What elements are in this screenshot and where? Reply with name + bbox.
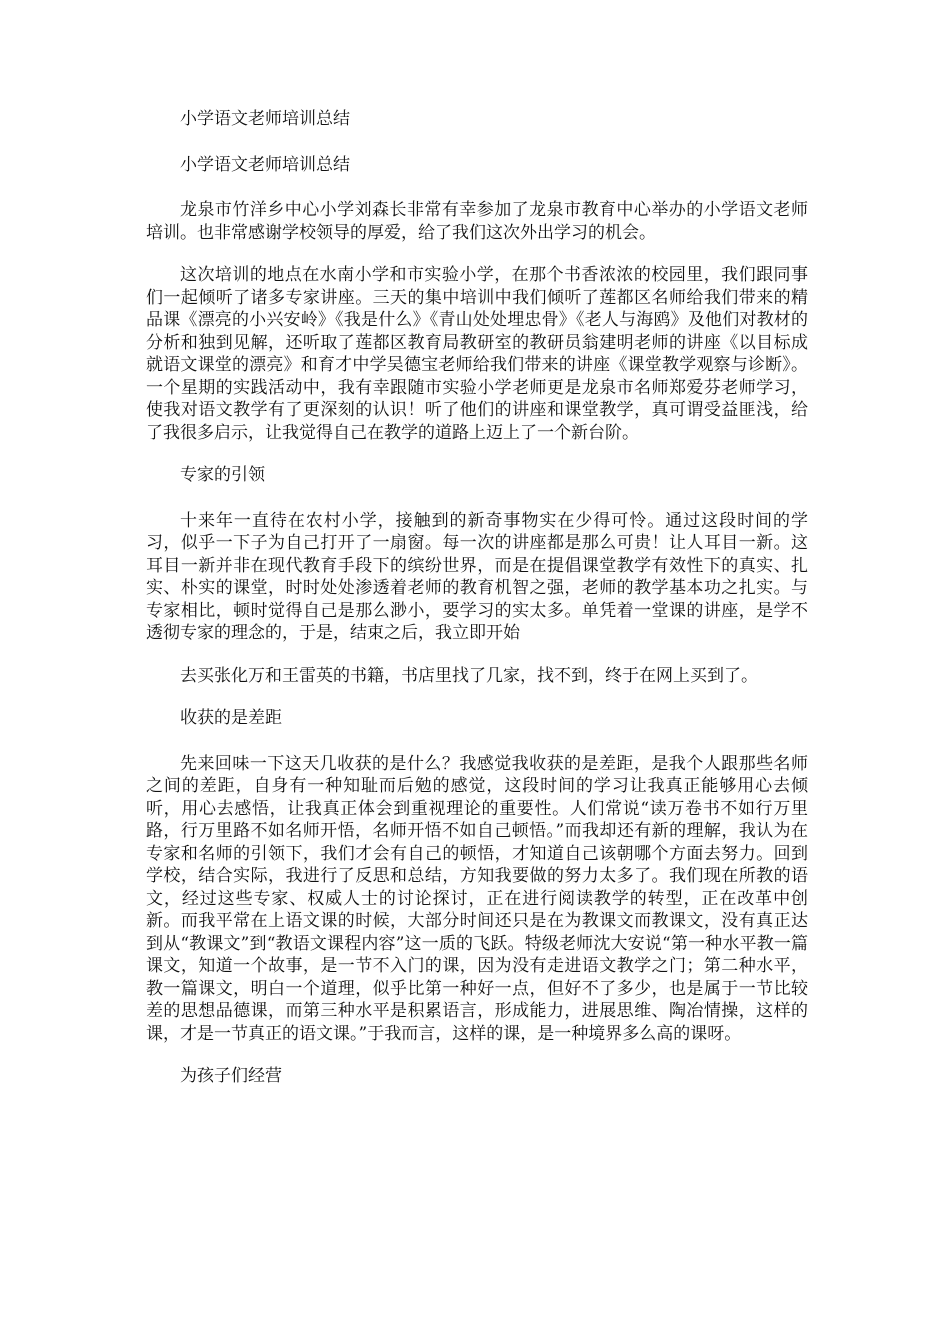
section-heading-expert-guidance: 专家的引领 — [180, 465, 265, 485]
paragraph-buying-books: 去买张化万和王雷英的书籍，书店里找了几家，找不到，终于在网上买到了。 — [180, 665, 758, 686]
document-subtitle: 小学语文老师培训总结 — [180, 154, 350, 175]
paragraph-gains: 先来回味一下这天几收获的是什么？我感觉我收获的是差距，是我个人跟那些名师之间的差距，自身有一种知耻而后勉的感觉，这段时间的学习让我真正能够用心去倾听，用心去感悟，让我真正体会到重视理论的重要性。人们常说“读万卷书不如行万里路，行万里路不如名师开悟，名师开悟不如自己顿悟。”而我却还有新的理解，我认为在专家和名师的引领下，我们才会有自己的顿悟，才知道自己该朝哪个方面去努力。回到学校，结合实际，我进行了反思和总结，方知我要做的努力太多了。我们现在所教的语文，经过这些专家、权威人士的讨论探讨，正在进行阅读教学的转型，正在改革中创新。而我平常在上语文课的时候，大部分时间还只是在为教课文而教课文，没有真正达到从“教课文”到“教语文课程内容”这一质的飞跃。特级老师沈大安说“第一种水平教一篇课文，知道一个故事，是一节不入门的课，因为没有走进语文教学之门；第二种水平，教一篇课文，明白一个道理，似乎比第一种好一点，但好不了多少，也是属于一节比较差的思想品德课，而第三种水平是积累语言，形成能力，进展思维、陶冶情操，这样的课，才是一节真正的语文课。”于我而言，这样的课，是一种境界多么高的课呀。 — [146, 753, 808, 1044]
document-title: 小学语文老师培训总结 — [180, 109, 350, 129]
section-heading-gains: 收获的是差距 — [180, 708, 282, 728]
paragraph-expert-guidance: 十来年一直待在农村小学，接触到的新奇事物实在少得可怜。通过这段时间的学习，似乎一下子为自己打开了一扇窗。每一次的讲座都是那么可贵！让人耳目一新。这耳目一新并非在现代教育手段下的缤纷世界，而是在提倡课堂教学有效性下的真实、扎实、朴实的课堂，时时处处渗透着老师的教育机智之强，老师的教学基本功之扎实。与专家相比，顿时觉得自己是那么渺小，要学习的实太多。单凭着一堂课的讲座，是学不透彻专家的理念的，于是，结束之后，我立即开始 — [146, 510, 808, 643]
paragraph-training: 这次培训的地点在水南小学和市实验小学，在那个书香浓浓的校园里，我们跟同事们一起倾听了诸多专家讲座。三天的集中培训中我们倾听了莲都区名师给我们带来的精品课《漂亮的小兴安岭》《我是什么》《青山处处埋忠骨》《老人与海鸥》及他们对教材的分析和独到见解，还听取了莲都区教育局教研室的教研员翁建明老师的讲座《以目标成就语文课堂的漂亮》和育才中学吴德宝老师给我们带来的讲座《课堂教学观察与诊断》。一个星期的实践活动中，我有幸跟随市实验小学老师更是龙泉市名师郑爱芬老师学习，使我对语文教学有了更深刻的认识！听了他们的讲座和课堂教学，真可谓受益匪浅，给了我很多启示，让我觉得自己在教学的道路上迈上了一个新台阶。 — [146, 265, 808, 443]
paragraph-intro: 龙泉市竹洋乡中心小学刘森长非常有幸参加了龙泉市教育中心举办的小学语文老师培训。也非常感谢学校领导的厚爱，给了我们这次外出学习的机会。 — [146, 200, 808, 243]
document-page — [146, 108, 808, 1111]
section-heading-for-children: 为孩子们经营 — [180, 1066, 282, 1086]
